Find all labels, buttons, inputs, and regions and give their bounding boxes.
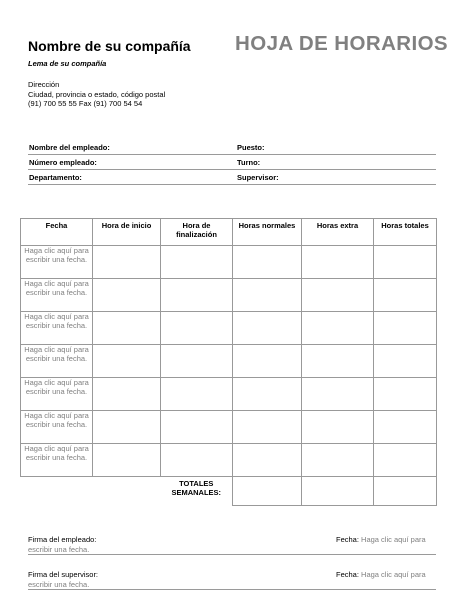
position-field[interactable]: Puesto: [237, 143, 265, 152]
column-header-regular-hours: Horas normales [233, 219, 302, 246]
company-header [28, 38, 238, 109]
end-time-cell[interactable] [161, 312, 233, 345]
company-address [28, 80, 238, 109]
employee-info-section [28, 140, 436, 185]
totals-spacer [93, 477, 161, 506]
phone-fax-line[interactable]: (91) 700 55 55 Fax (91) 700 54 54 [28, 99, 143, 108]
regular-hours-cell[interactable] [233, 246, 302, 279]
supervisor-signature-label: Firma del supervisor: [28, 570, 99, 579]
regular-hours-cell[interactable] [233, 312, 302, 345]
city-line[interactable]: Ciudad, provincia o estado, código postal [28, 89, 166, 99]
table-header-row [21, 219, 437, 246]
employee-number-field[interactable]: Número empleado: [29, 158, 97, 167]
overtime-cell[interactable] [302, 246, 374, 279]
table-row [21, 444, 437, 477]
weekly-totals-row [21, 477, 437, 506]
start-time-cell[interactable] [93, 279, 161, 312]
column-header-end-time: Hora de finalización [161, 219, 233, 246]
shift-field[interactable]: Turno: [237, 158, 261, 167]
column-header-total-hours: Horas totales [374, 219, 437, 246]
date-picker-cell[interactable]: Haga clic aquí para escribir una fecha. [21, 411, 93, 444]
table-row [21, 312, 437, 345]
end-time-cell[interactable] [161, 378, 233, 411]
timesheet-table [20, 218, 437, 506]
overtime-cell[interactable] [302, 279, 374, 312]
total-hours-cell[interactable] [374, 279, 437, 312]
end-time-cell[interactable] [161, 345, 233, 378]
overtime-cell[interactable] [302, 312, 374, 345]
regular-hours-cell[interactable] [233, 444, 302, 477]
date-picker-cell[interactable]: Haga clic aquí para escribir una fecha. [21, 246, 93, 279]
supervisor-signature-date[interactable] [336, 570, 426, 579]
start-time-cell[interactable] [93, 444, 161, 477]
column-header-start-time: Hora de inicio [93, 219, 161, 246]
info-row-number [28, 155, 436, 170]
start-time-cell[interactable] [93, 246, 161, 279]
overtime-cell[interactable] [302, 444, 374, 477]
date-placeholder-continuation[interactable]: escribir una fecha. [28, 544, 90, 554]
supervisor-field[interactable]: Supervisor: [237, 173, 279, 182]
total-hours-cell[interactable] [374, 378, 437, 411]
employee-name-field[interactable]: Nombre del empleado: [29, 143, 110, 152]
totals-spacer [21, 477, 93, 506]
start-time-cell[interactable] [93, 312, 161, 345]
overtime-cell[interactable] [302, 378, 374, 411]
total-hours-sum-cell[interactable] [374, 477, 437, 506]
date-placeholder-continuation[interactable]: escribir una fecha. [28, 579, 90, 589]
date-picker-cell[interactable]: Haga clic aquí para escribir una fecha. [21, 345, 93, 378]
regular-hours-cell[interactable] [233, 411, 302, 444]
date-placeholder[interactable]: Haga clic aquí para [361, 535, 426, 544]
supervisor-signature-text [28, 570, 98, 589]
total-hours-cell[interactable] [374, 411, 437, 444]
table-row [21, 378, 437, 411]
employee-signature-text [28, 535, 96, 554]
department-field[interactable]: Departamento: [29, 173, 82, 182]
table-row [21, 411, 437, 444]
employee-signature-line[interactable] [28, 535, 436, 555]
end-time-cell[interactable] [161, 411, 233, 444]
date-placeholder[interactable]: Haga clic aquí para [361, 570, 426, 579]
overtime-cell[interactable] [302, 411, 374, 444]
start-time-cell[interactable] [93, 411, 161, 444]
info-row-name [28, 140, 436, 155]
total-hours-cell[interactable] [374, 246, 437, 279]
regular-hours-cell[interactable] [233, 279, 302, 312]
overtime-cell[interactable] [302, 345, 374, 378]
total-hours-cell[interactable] [374, 312, 437, 345]
date-picker-cell[interactable]: Haga clic aquí para escribir una fecha. [21, 444, 93, 477]
address-line[interactable]: Dirección [28, 80, 60, 89]
date-label: Fecha: [336, 570, 359, 579]
table-row [21, 246, 437, 279]
column-header-overtime: Horas extra [302, 219, 374, 246]
column-header-date: Fecha [21, 219, 93, 246]
total-regular-hours-cell[interactable] [233, 477, 302, 506]
supervisor-signature-line[interactable] [28, 570, 436, 590]
date-picker-cell[interactable]: Haga clic aquí para escribir una fecha. [21, 378, 93, 411]
total-hours-cell[interactable] [374, 444, 437, 477]
document-title: HOJA DE HORARIOS [235, 32, 448, 55]
regular-hours-cell[interactable] [233, 378, 302, 411]
company-slogan[interactable]: Lema de su compañía [28, 59, 107, 68]
end-time-cell[interactable] [161, 444, 233, 477]
date-label: Fecha: [336, 535, 359, 544]
end-time-cell[interactable] [161, 279, 233, 312]
company-name[interactable]: Nombre de su compañía [28, 38, 191, 54]
total-overtime-cell[interactable] [302, 477, 374, 506]
total-hours-cell[interactable] [374, 345, 437, 378]
employee-signature-label: Firma del empleado: [28, 535, 97, 544]
info-row-department [28, 170, 436, 185]
end-time-cell[interactable] [161, 246, 233, 279]
date-picker-cell[interactable]: Haga clic aquí para escribir una fecha. [21, 312, 93, 345]
start-time-cell[interactable] [93, 345, 161, 378]
employee-signature-date[interactable] [336, 535, 426, 544]
table-row [21, 279, 437, 312]
date-picker-cell[interactable]: Haga clic aquí para escribir una fecha. [21, 279, 93, 312]
regular-hours-cell[interactable] [233, 345, 302, 378]
start-time-cell[interactable] [93, 378, 161, 411]
table-row [21, 345, 437, 378]
weekly-totals-label: TOTALES SEMANALES: [161, 477, 233, 506]
